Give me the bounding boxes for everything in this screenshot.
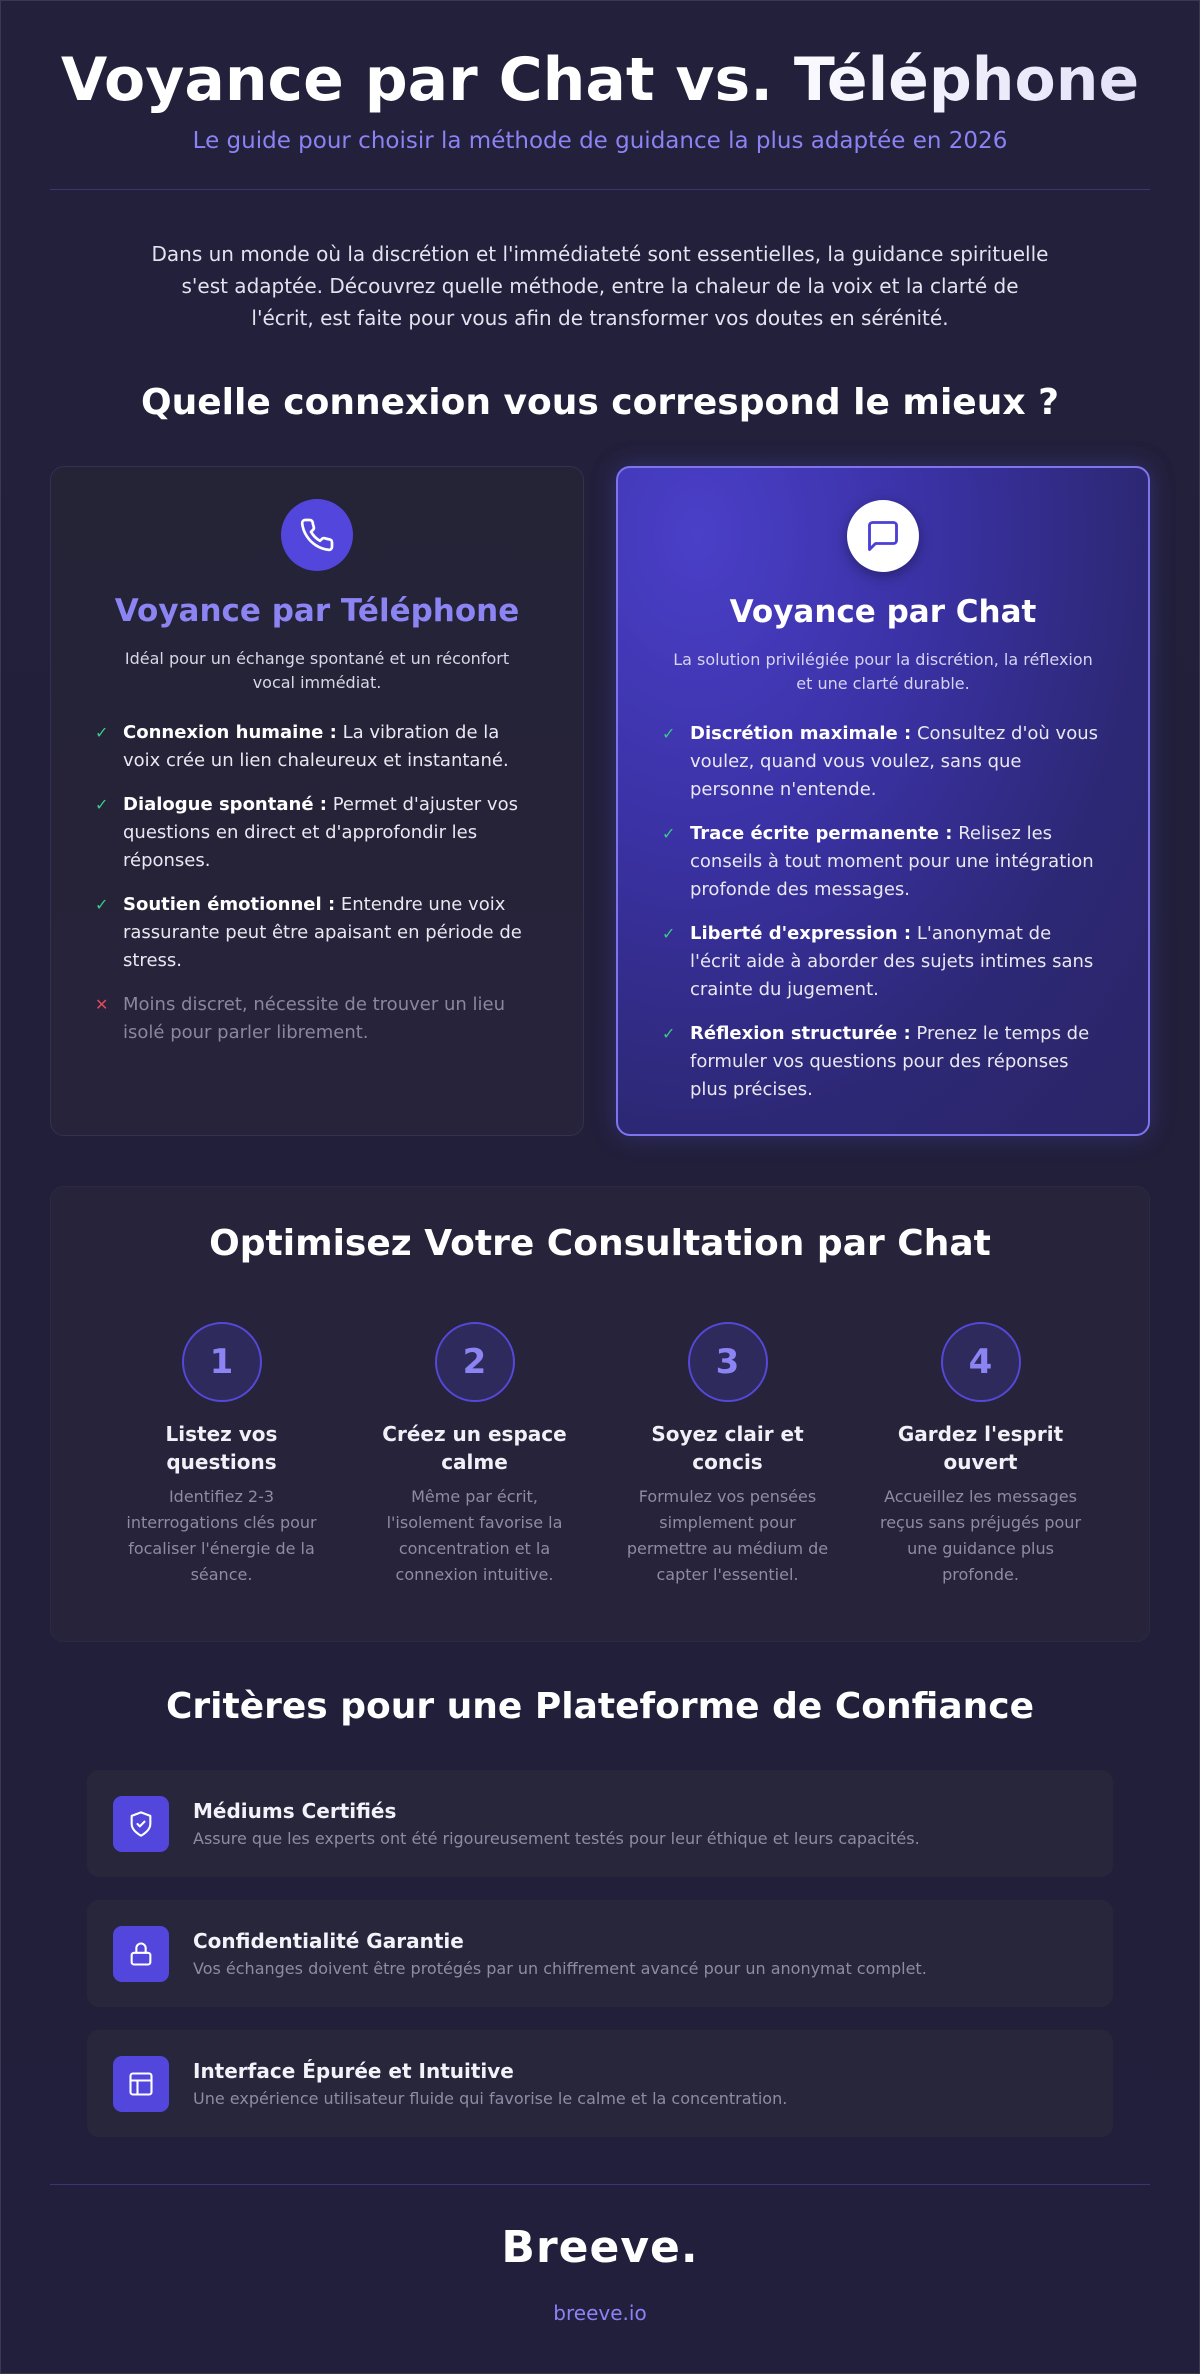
- brand-logo: Breeve.: [501, 2222, 699, 2273]
- chat-card-title: Voyance par Chat: [729, 594, 1037, 630]
- drawback-text: Moins discret, nécessite de trouver un lieu isolé pour parler librement.: [123, 994, 505, 1043]
- step-title: Gardez l'esprit ouvert: [897, 1422, 1064, 1474]
- steps-row: [51, 1322, 1151, 1588]
- feature-text: Entendre une voix rassurante peut être apaisant en période de stress.: [123, 894, 522, 971]
- lock-icon: [113, 1926, 169, 1982]
- check-icon: ✓: [95, 723, 109, 742]
- check-icon: ✓: [662, 1024, 676, 1043]
- list-item: [662, 820, 1104, 904]
- criterion-title: Médiums Certifiés: [193, 1799, 397, 1823]
- criterion-description: Une expérience utilisateur fluide qui favorise le calme et la concentration.: [193, 2089, 788, 2108]
- comparison-title: Quelle connexion vous correspond le mieux ?: [141, 382, 1059, 423]
- step-description: Accueillez les messages reçus sans préjugés pour une guidance plus profonde.: [879, 1487, 1082, 1584]
- phone-card: [50, 466, 584, 1136]
- intro-paragraph: Dans un monde où la discrétion et l'immédiateté sont essentielles, la guidance spirituelle s'est adaptée. Découvrez quelle méthode, entre la chaleur de la voix et la clarté de l'écrit, est faite pour vous afin de transformer vos doutes en sérénité.: [151, 242, 1049, 330]
- step-title: Soyez clair et concis: [651, 1422, 804, 1474]
- feature-label: Liberté d'expression :: [690, 923, 912, 944]
- check-icon: ✓: [662, 824, 676, 843]
- footer-divider: [50, 2184, 1150, 2185]
- feature-label: Réflexion structurée :: [690, 1023, 911, 1044]
- step-description: Formulez vos pensées simplement pour permettre au médium de capter l'essentiel.: [626, 1487, 829, 1584]
- phone-icon: [281, 499, 353, 571]
- step-number-badge: 1: [182, 1322, 262, 1402]
- header-divider: [50, 189, 1150, 190]
- criterion-item: [87, 1770, 1113, 1877]
- list-item: [95, 719, 539, 775]
- step-description: Identifiez 2-3 interrogations clés pour focaliser l'énergie de la séance.: [126, 1487, 317, 1584]
- feature-label: Trace écrite permanente :: [690, 823, 953, 844]
- feature-text: L'anonymat de l'écrit aide à aborder des sujets intimes sans crainte du jugement.: [690, 923, 1094, 1000]
- shield-check-icon: [113, 1796, 169, 1852]
- phone-card-title: Voyance par Téléphone: [114, 593, 520, 629]
- chat-card: [616, 466, 1150, 1136]
- list-item: [662, 1020, 1104, 1104]
- page-subtitle: Le guide pour choisir la méthode de guidance la plus adaptée en 2026: [192, 128, 1008, 154]
- check-icon: ✓: [95, 895, 109, 914]
- chat-card-description: La solution privilégiée pour la discrétion, la réflexion et une clarté durable.: [673, 650, 1093, 693]
- step-number-badge: 4: [941, 1322, 1021, 1402]
- check-icon: ✓: [95, 795, 109, 814]
- step-description: Même par écrit, l'isolement favorise la concentration et la connexion intuitive.: [386, 1487, 563, 1584]
- chat-bubble-icon: [847, 500, 919, 572]
- chat-feature-list: [662, 720, 1104, 1104]
- feature-label: Soutien émotionnel :: [123, 894, 336, 915]
- feature-text: Permet d'ajuster vos questions en direct et d'approfondir les réponses.: [123, 794, 518, 871]
- check-icon: ✓: [662, 924, 676, 943]
- list-item: [662, 920, 1104, 1004]
- criterion-title: Interface Épurée et Intuitive: [193, 2059, 514, 2083]
- phone-card-description: Idéal pour un échange spontané et un réconfort vocal immédiat.: [124, 649, 510, 692]
- step-title: Listez vos questions: [165, 1422, 278, 1474]
- feature-text: Prenez le temps de formuler vos questions pour des réponses plus précises.: [690, 1023, 1090, 1100]
- feature-label: Connexion humaine :: [123, 722, 337, 743]
- step-number-badge: 3: [688, 1322, 768, 1402]
- list-item: [95, 791, 539, 875]
- step-item: [348, 1322, 601, 1588]
- criterion-description: Vos échanges doivent être protégés par un chiffrement avancé pour un anonymat complet.: [193, 1959, 927, 1978]
- list-item: [662, 720, 1104, 804]
- list-item-drawback: [95, 991, 539, 1047]
- criteria-list: [87, 1770, 1113, 2160]
- criterion-item: [87, 2030, 1113, 2137]
- feature-text: La vibration de la voix crée un lien chaleureux et instantané.: [123, 722, 509, 771]
- cross-icon: ✕: [95, 995, 109, 1014]
- feature-label: Dialogue spontané :: [123, 794, 327, 815]
- criterion-description: Assure que les experts ont été rigoureusement testés pour leur éthique et leurs capacités.: [193, 1829, 920, 1848]
- phone-feature-list: [95, 719, 539, 1047]
- criterion-item: [87, 1900, 1113, 2007]
- check-icon: ✓: [662, 724, 676, 743]
- page-title: Voyance par Chat vs. Téléphone: [0, 44, 1200, 116]
- criteria-title: Critères pour une Plateforme de Confiance: [165, 1686, 1034, 1727]
- step-item: [601, 1322, 854, 1588]
- step-item: [854, 1322, 1107, 1588]
- list-item: [95, 891, 539, 975]
- step-number-badge: 2: [435, 1322, 515, 1402]
- optimize-panel: [50, 1186, 1150, 1642]
- step-item: [95, 1322, 348, 1588]
- feature-text: Relisez les conseils à tout moment pour une intégration profonde des messages.: [690, 823, 1094, 900]
- criterion-title: Confidentialité Garantie: [193, 1929, 464, 1953]
- step-title: Créez un espace calme: [382, 1422, 567, 1474]
- site-link[interactable]: breeve.io: [553, 2301, 647, 2325]
- feature-text: Consultez d'où vous voulez, quand vous voulez, sans que personne n'entende.: [690, 723, 1099, 800]
- optimize-title: Optimisez Votre Consultation par Chat: [209, 1223, 991, 1264]
- page-footer: [0, 2222, 1200, 2325]
- feature-label: Discrétion maximale :: [690, 723, 912, 744]
- layout-icon: [113, 2056, 169, 2112]
